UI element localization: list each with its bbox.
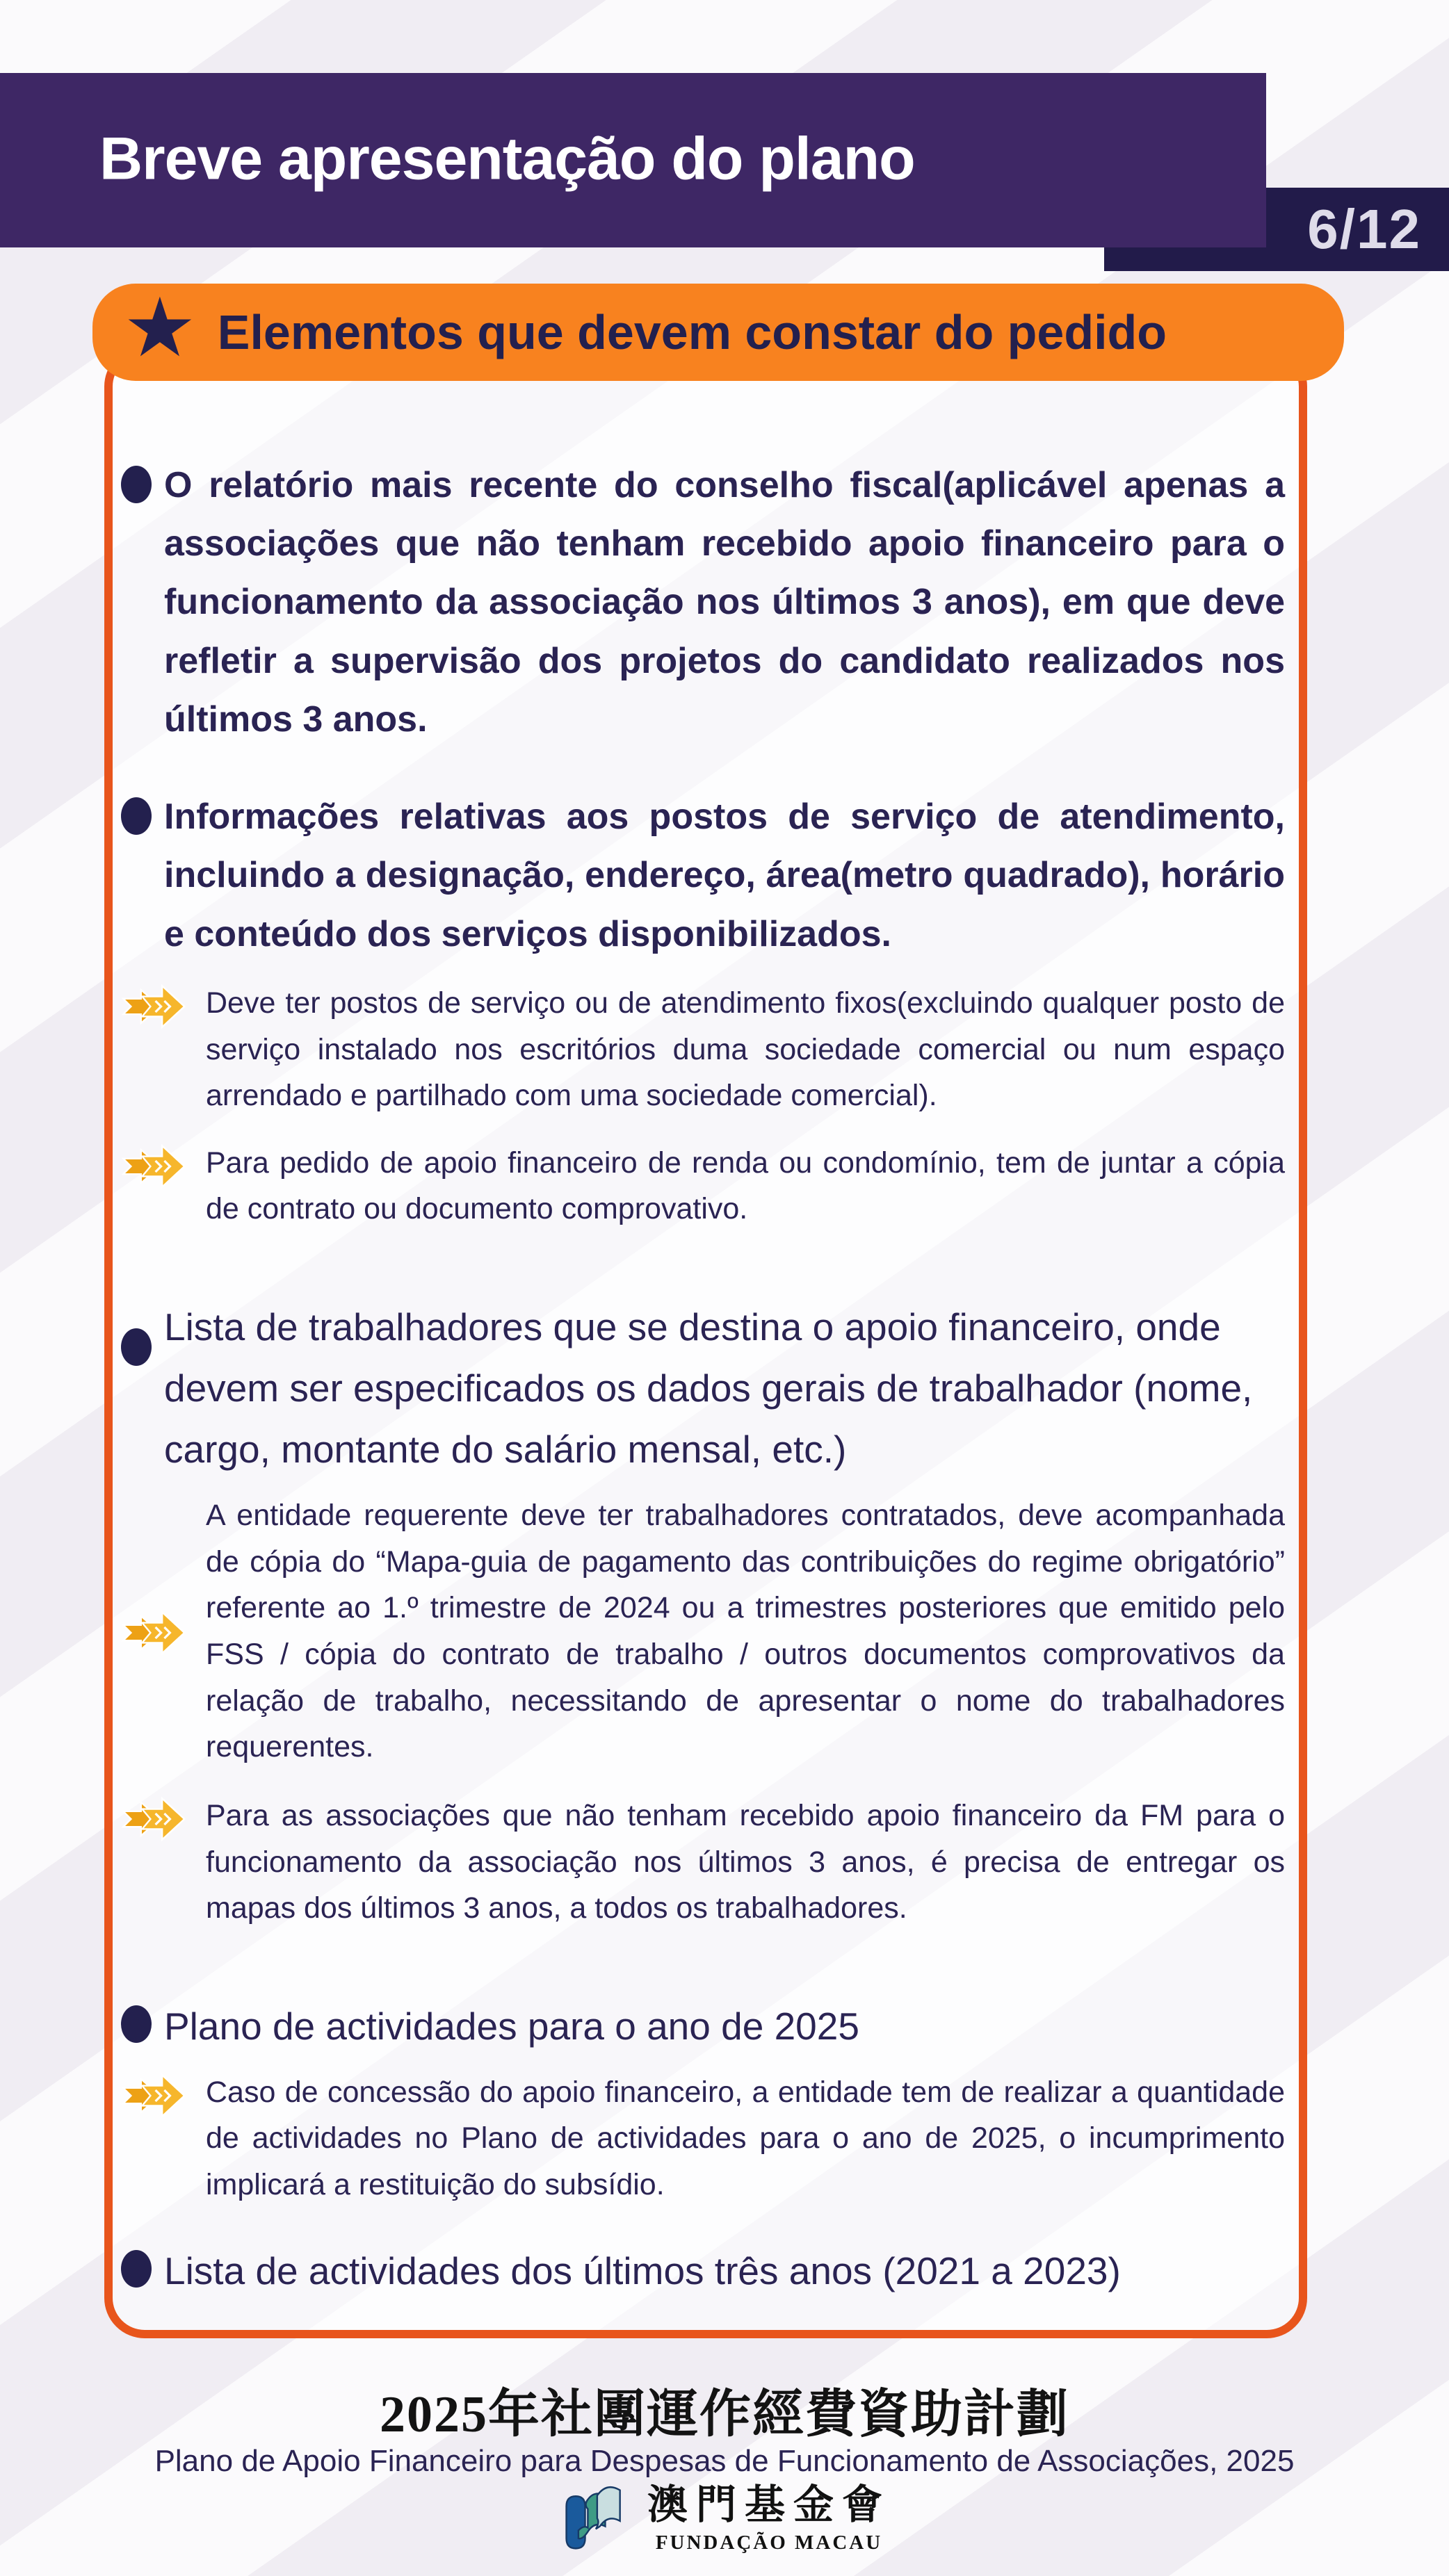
fm-logo xyxy=(0,2483,1449,2554)
bullet-text: Lista de trabalhadores que se destina o apoio financeiro, onde devem ser especificados os dados gerais de trabalhador (nome, cargo, montante do salário mensal, etc.) xyxy=(164,1305,1253,1472)
arrow-item xyxy=(121,1492,1285,1770)
bullet-item xyxy=(121,456,1285,749)
arrow-text: Para pedido de apoio financeiro de renda ou condomínio, tem de juntar a cópia de contrato ou documento comprovativo. xyxy=(206,1146,1285,1226)
arrow-text: Para as associações que não tenham recebido apoio financeiro da FM para o funcionamento da associação nos últimos 3 anos, é precisa de entregar os mapas dos últimos 3 anos, a todos os trabalhadores. xyxy=(206,1798,1285,1925)
bullet-item xyxy=(121,1296,1285,1480)
page-number: 6/12 xyxy=(1307,198,1421,260)
logo-title-pt: FUNDAÇÃO MACAU xyxy=(655,2531,883,2554)
star-banner xyxy=(92,284,1344,381)
fm-logo-text xyxy=(647,2483,891,2554)
fm-logo-icon xyxy=(558,2483,632,2554)
star-icon: ★ xyxy=(123,282,197,374)
arrow-text: A entidade requerente deve ter trabalhadores contratados, deve acompanhada de cópia do “Mapa-guia de pagamento das contribuições do regime obrigatório” referente ao 1.º trimestre de 2024 ou a trimestres posteriores que emitido pelo FSS / cópia do contrato de trabalho / outros documentos comprovativos da relação de trabalho, necessitando de apresentar o nome do trabalhadores requerentes. xyxy=(206,1499,1285,1764)
arrow-item xyxy=(121,2069,1285,2208)
bullet-text: Informações relativas aos postos de serviço de atendimento, incluindo a designação, endereço, área(metro quadrado), horário e conteúdo dos serviços disponibilizados. xyxy=(164,797,1285,954)
bullet-text: Plano de actividades para o ano de 2025 xyxy=(164,2004,859,2048)
bullet-dot-icon xyxy=(121,797,152,835)
arrow-item xyxy=(121,1793,1285,1932)
arrow-item xyxy=(121,1140,1285,1232)
double-arrow-icon xyxy=(121,1143,193,1190)
double-arrow-icon xyxy=(121,983,193,1030)
double-arrow-icon xyxy=(121,1795,193,1843)
bullet-dot-icon xyxy=(121,466,152,503)
page-title: Breve apresentação do plano xyxy=(99,125,915,193)
bullet-text: O relatório mais recente do conselho fiscal(aplicável apenas a associações que não tenham recebido apoio financeiro para o funcionamento da associação nos últimos 3 anos), em que deve refletir a supervisão dos projetos do candidato realizados nos últimos 3 anos. xyxy=(164,465,1285,740)
footer-title-zh: 2025年社團運作經費資助計劃 xyxy=(380,2386,1069,2443)
bullet-dot-icon xyxy=(121,2005,152,2043)
bullet-dot-icon xyxy=(121,1328,152,1366)
arrow-text: Deve ter postos de serviço ou de atendimento fixos(excluindo qualquer posto de serviço instalado nos escritórios duma sociedade comercial ou num espaço arrendado e partilhado com uma sociedade comercial). xyxy=(206,986,1285,1113)
bullet-item xyxy=(121,788,1285,963)
bullet-item xyxy=(121,1996,1285,2057)
double-arrow-icon xyxy=(121,1609,193,1656)
logo-title-zh: 澳門基金會 xyxy=(647,2482,891,2527)
bullet-text: Lista de actividades dos últimos três anos (2021 a 2023) xyxy=(164,2249,1121,2292)
content-panel xyxy=(104,346,1307,2338)
content-list xyxy=(113,354,1299,2301)
arrow-text: Caso de concessão do apoio financeiro, a entidade tem de realizar a quantidade de actividades no Plano de actividades para o ano de 2025, o incumprimento implicará a restituição do subsídio. xyxy=(206,2075,1285,2202)
bullet-dot-icon xyxy=(121,2250,152,2288)
bullet-item xyxy=(121,2240,1285,2301)
arrow-item xyxy=(121,980,1285,1119)
header-band xyxy=(0,73,1266,247)
footer-title-pt: Plano de Apoio Financeiro para Despesas de Funcionamento de Associações, 2025 xyxy=(154,2444,1295,2478)
double-arrow-icon xyxy=(121,2072,193,2119)
banner-title: Elementos que devem constar do pedido xyxy=(217,305,1167,359)
